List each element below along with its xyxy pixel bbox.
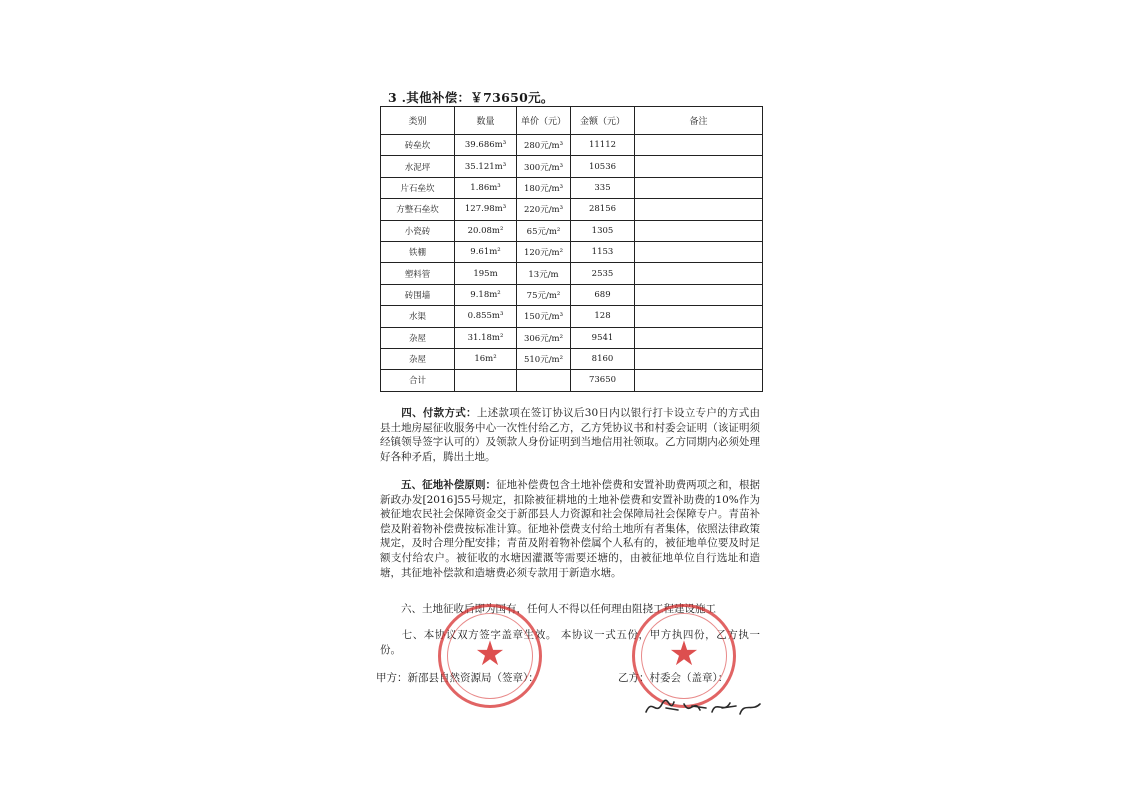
cell-total-label: 合计 bbox=[381, 370, 455, 391]
document-page bbox=[374, 78, 766, 718]
cell-quantity: 35.121m³ bbox=[455, 156, 517, 177]
header-remarks: 备注 bbox=[635, 107, 763, 135]
cell-category: 水泥坪 bbox=[381, 156, 455, 177]
party-a-signature-line: 甲方：新邵县自然资源局（签章）： bbox=[376, 672, 539, 684]
cell-category: 水渠 bbox=[381, 306, 455, 327]
cell-amount: 335 bbox=[571, 177, 635, 198]
section-payment-title: 四、付款方式： bbox=[401, 407, 477, 419]
cell-remarks bbox=[635, 370, 763, 391]
table-row bbox=[381, 135, 763, 156]
cell-amount: 2535 bbox=[571, 263, 635, 284]
section-state-ownership bbox=[380, 602, 760, 617]
cell-remarks bbox=[635, 241, 763, 262]
cell-category: 小瓷砖 bbox=[381, 220, 455, 241]
section-compensation-text: 征地补偿费包含土地补偿费和安置补助费两项之和，根据新政办发[2016]55号规定，扣除被征耕地的土地补偿费和安置补助费的10%作为被征地农民社会保障资金交于新邵县人力资源和社会保障局社会保障专户。青苗补偿及附着物补偿费按标准计算。征地补偿费支付给土地所有者集体，依照法律政策规定，及时合理分配安排；青苗及附着物补偿属个人私有的，被征地单位要及时足额支付给农户。被征收的水塘因灌溉等需要还塘的，由被征地单位自行选址和造塘，其征地补偿款和造塘费必须专款用于新造水塘。 bbox=[380, 479, 761, 579]
cell-category: 砖垒坎 bbox=[381, 135, 455, 156]
cell-unit-price: 180元/m³ bbox=[517, 177, 571, 198]
section-six-text: 六、土地征收后即为国有，任何人不得以任何理由阻挠工程建设施工 bbox=[401, 603, 716, 615]
cell-remarks bbox=[635, 327, 763, 348]
table-row bbox=[381, 220, 763, 241]
cell-category: 砖围墙 bbox=[381, 284, 455, 305]
table-total-row bbox=[381, 370, 763, 391]
cell-remarks bbox=[635, 306, 763, 327]
cell-remarks bbox=[635, 199, 763, 220]
cell-unit-price: 75元/m² bbox=[517, 284, 571, 305]
handwritten-signature bbox=[644, 694, 764, 720]
cell-quantity bbox=[455, 370, 517, 391]
cell-remarks bbox=[635, 177, 763, 198]
section-heading-other-compensation: 3 .其他补偿：￥73650元。 bbox=[388, 90, 554, 105]
cell-quantity: 20.08m² bbox=[455, 220, 517, 241]
cell-unit-price: 510元/m² bbox=[517, 348, 571, 369]
cell-remarks bbox=[635, 220, 763, 241]
cell-amount: 1153 bbox=[571, 241, 635, 262]
cell-amount: 1305 bbox=[571, 220, 635, 241]
section-effectiveness bbox=[380, 628, 760, 657]
cell-amount: 128 bbox=[571, 306, 635, 327]
cell-unit-price: 220元/m³ bbox=[517, 199, 571, 220]
cell-unit-price: 120元/m² bbox=[517, 241, 571, 262]
table-row bbox=[381, 327, 763, 348]
cell-remarks bbox=[635, 135, 763, 156]
seal-star-icon: ★ bbox=[474, 634, 506, 674]
cell-amount: 8160 bbox=[571, 348, 635, 369]
cell-unit-price bbox=[517, 370, 571, 391]
cell-amount: 689 bbox=[571, 284, 635, 305]
cell-quantity: 0.855m³ bbox=[455, 306, 517, 327]
cell-total-amount: 73650 bbox=[571, 370, 635, 391]
party-b-signature-line: 乙方：村委会（盖章）： bbox=[618, 672, 729, 684]
table-row bbox=[381, 306, 763, 327]
cell-category: 塑料管 bbox=[381, 263, 455, 284]
cell-unit-price: 300元/m³ bbox=[517, 156, 571, 177]
table-row bbox=[381, 156, 763, 177]
cell-quantity: 1.86m³ bbox=[455, 177, 517, 198]
cell-category: 铁棚 bbox=[381, 241, 455, 262]
cell-amount: 11112 bbox=[571, 135, 635, 156]
cell-category: 杂屋 bbox=[381, 348, 455, 369]
header-category: 类别 bbox=[381, 107, 455, 135]
seal-star-icon: ★ bbox=[668, 634, 700, 674]
cell-unit-price: 150元/m³ bbox=[517, 306, 571, 327]
table-row bbox=[381, 177, 763, 198]
cell-remarks bbox=[635, 348, 763, 369]
header-amount: 金额（元） bbox=[571, 107, 635, 135]
cell-quantity: 9.61m² bbox=[455, 241, 517, 262]
cell-unit-price: 280元/m³ bbox=[517, 135, 571, 156]
cell-unit-price: 13元/m bbox=[517, 263, 571, 284]
section-payment-text: 上述款项在签订协议后30日内以银行打卡设立专户的方式由县土地房屋征收服务中心一次性付给乙方，乙方凭协议书和村委会证明（该证明须经镇领导签字认可的）及领款人身份证明到当地信用社领取。乙方同期内必须处理好各种矛盾，腾出土地。 bbox=[380, 407, 760, 463]
cell-category: 杂屋 bbox=[381, 327, 455, 348]
table-row bbox=[381, 263, 763, 284]
cell-remarks bbox=[635, 263, 763, 284]
cell-remarks bbox=[635, 156, 763, 177]
cell-remarks bbox=[635, 284, 763, 305]
cell-amount: 9541 bbox=[571, 327, 635, 348]
compensation-table bbox=[380, 106, 763, 392]
table-row bbox=[381, 348, 763, 369]
section-payment-method bbox=[380, 406, 760, 464]
cell-quantity: 9.18m² bbox=[455, 284, 517, 305]
section-compensation-principle bbox=[380, 478, 760, 580]
cell-unit-price: 306元/m² bbox=[517, 327, 571, 348]
cell-quantity: 16m² bbox=[455, 348, 517, 369]
table-header-row bbox=[381, 107, 763, 135]
cell-quantity: 31.18m² bbox=[455, 327, 517, 348]
table-row bbox=[381, 284, 763, 305]
cell-unit-price: 65元/m² bbox=[517, 220, 571, 241]
section-compensation-title: 五、征地补偿原则： bbox=[401, 479, 497, 491]
cell-quantity: 127.98m³ bbox=[455, 199, 517, 220]
cell-amount: 10536 bbox=[571, 156, 635, 177]
cell-quantity: 195m bbox=[455, 263, 517, 284]
table-row bbox=[381, 241, 763, 262]
header-unit-price: 单价（元） bbox=[517, 107, 571, 135]
section-seven-text: 七、本协议双方签字盖章生效。 本协议一式五份，甲方执四份，乙方执一份。 bbox=[380, 629, 760, 656]
cell-category: 片石垒坎 bbox=[381, 177, 455, 198]
cell-category: 方整石垒坎 bbox=[381, 199, 455, 220]
header-quantity: 数量 bbox=[455, 107, 517, 135]
cell-quantity: 39.686m³ bbox=[455, 135, 517, 156]
cell-amount: 28156 bbox=[571, 199, 635, 220]
table-row bbox=[381, 199, 763, 220]
